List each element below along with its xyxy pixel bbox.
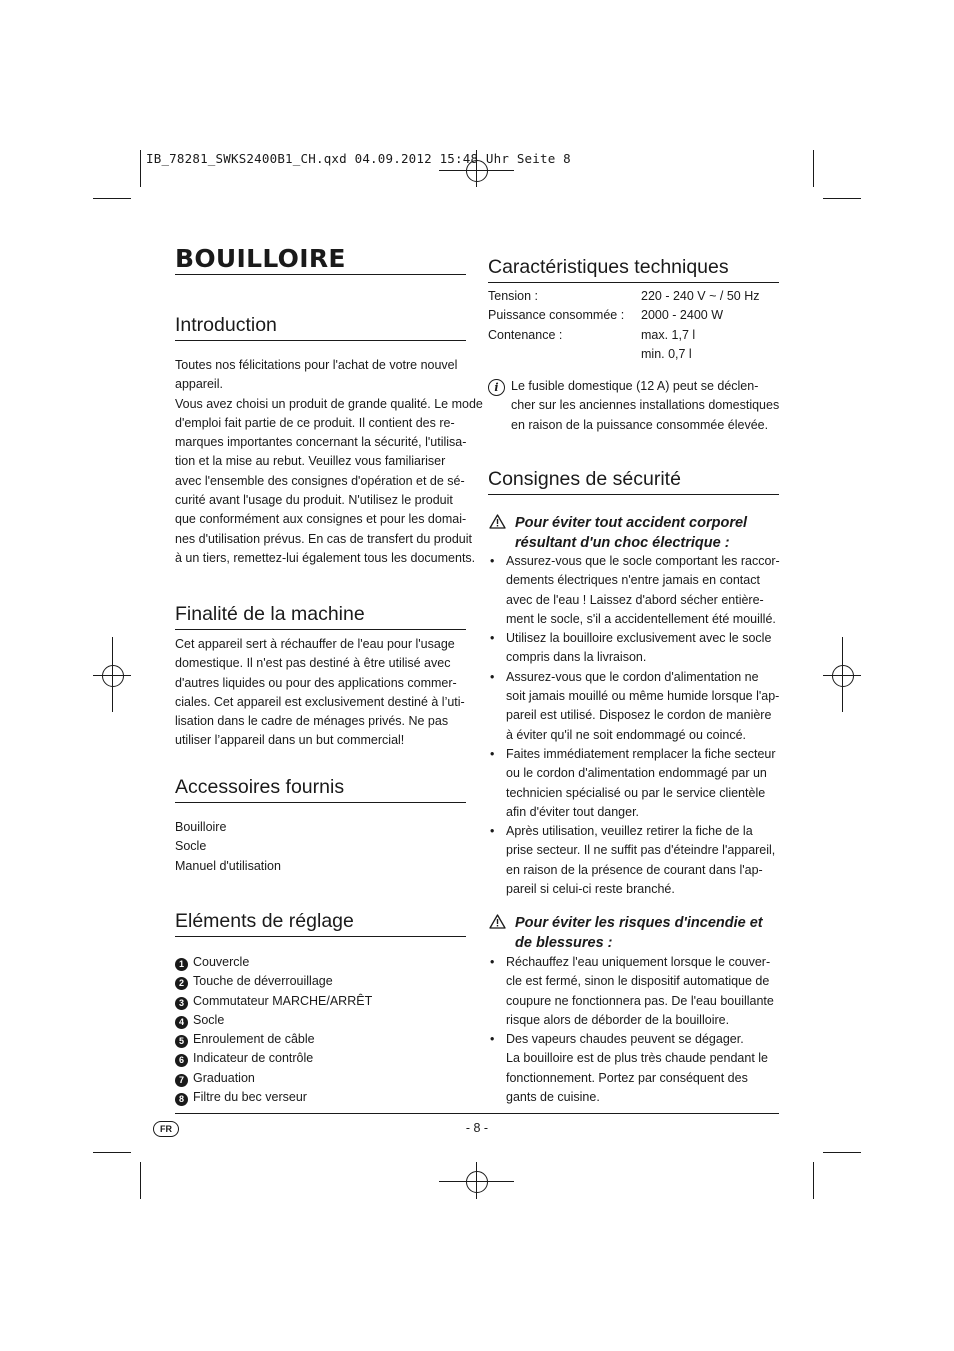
text-line: afin d'éviter tout danger. <box>506 804 640 819</box>
list-item <box>488 1030 779 1107</box>
item-label: Touche de déverrouillage <box>193 974 333 989</box>
text-line: pareil si celui-ci reste branché. <box>506 882 675 897</box>
list-item <box>175 953 372 972</box>
text-line: nes d'utilisation prévus. En cas de transfert du produit <box>175 531 472 546</box>
heading-consignes: Consignes de sécurité <box>488 467 779 495</box>
text-line: Cet appareil sert à réchauffer de l'eau pour l'usage <box>175 637 455 651</box>
text-line: pareil est utilisé. Disposez le cordon de manière <box>506 708 772 723</box>
list-item <box>488 745 779 822</box>
text-line: Toutes nos félicitations pour l'achat de votre nouvel <box>175 358 458 372</box>
heading-caracteristiques: Caractéristiques techniques <box>488 255 779 283</box>
text-line: soit jamais mouillé ou même humide lorsque l'ap- <box>506 689 780 704</box>
heading-accessoires: Accessoires fournis <box>175 775 466 803</box>
language-badge: FR <box>153 1121 179 1137</box>
text-line: ciales. Cet appareil est exclusivement destiné à l’uti- <box>175 694 465 709</box>
number-badge: 4 <box>175 1016 188 1029</box>
text-line: compris dans la livraison. <box>506 650 647 665</box>
text-line: risque alors de déborder de la bouilloire. <box>506 1012 730 1027</box>
item-label: Socle <box>193 1012 225 1027</box>
text-line: que conformément aux consignes et pour les domai- <box>175 512 467 527</box>
list-item: Socle <box>175 839 207 854</box>
text-line: • Assurez-vous que le cordon d'alimentation ne <box>506 669 759 684</box>
spec-value: 220 - 240 V ~ / 50 Hz <box>641 289 760 303</box>
text-line: Pour éviter les risques d'incendie et <box>515 915 763 931</box>
item-label: Graduation <box>193 1070 255 1085</box>
accessories-list <box>175 818 281 876</box>
spec-label <box>488 347 641 366</box>
info-text <box>511 377 779 435</box>
list-item <box>175 1030 372 1049</box>
page-number: - 8 - <box>465 1121 489 1135</box>
text-line: appareil. <box>175 377 223 392</box>
list-item <box>488 953 779 1030</box>
number-badge: 6 <box>175 1054 188 1067</box>
text-line: coupure ne fonctionnera pas. De l'eau bouillante <box>506 993 774 1008</box>
text-line: curité avant l'usage du produit. N'utilisez le produit <box>175 493 453 508</box>
item-label: Filtre du bec verseur <box>193 1090 307 1105</box>
text-line: résultant d'un choc électrique : <box>515 535 730 551</box>
number-badge: 3 <box>175 997 188 1010</box>
spec-value: max. 1,7 l <box>641 327 696 342</box>
warning-electric-list <box>488 552 779 899</box>
text-line: d'emploi fait partie de ce produit. Il contient des re- <box>175 415 455 430</box>
text-line: marques importantes concernant la sécurité, l'utilisa- <box>175 435 467 450</box>
text-line: • Des vapeurs chaudes peuvent se dégager. <box>506 1032 744 1047</box>
footer-rule <box>175 1113 779 1114</box>
text-line: technicien spécialisé ou par le service clientèle <box>506 785 766 800</box>
warning-icon <box>489 914 506 929</box>
controls-list <box>175 953 372 1107</box>
table-row <box>488 289 759 308</box>
introduction-text <box>175 356 483 568</box>
text-line: • Faites immédiatement remplacer la fiche secteur <box>506 746 776 761</box>
text-line: gants de cuisine. <box>506 1090 600 1105</box>
text-line: • Après utilisation, veuillez retirer la fiche de la <box>506 824 753 839</box>
text-line: d'autres liquides ou pour des applications commer- <box>175 675 457 690</box>
spec-value: 2000 - 2400 W <box>641 308 723 323</box>
text-line: ment le socle, s'il a accidentellement été mouillé. <box>506 611 776 626</box>
text-line: prise secteur. Il ne suffit pas d'éteindre l'appareil, <box>506 843 776 858</box>
text-line: Pour éviter tout accident corporel <box>515 515 748 531</box>
heading-elements: Eléments de réglage <box>175 909 466 937</box>
warning-fire-list <box>488 953 779 1107</box>
text-line: de blessures : <box>515 935 613 951</box>
text-line: en raison de la puissance consommée élevée. <box>511 417 769 432</box>
table-row <box>488 308 759 327</box>
spec-value: min. 0,7 l <box>641 346 692 361</box>
text-line: en raison de la présence de courant dans l'ap- <box>506 862 763 877</box>
text-line: à un tiers, remettez-lui également tous les documents. <box>175 550 476 565</box>
list-item <box>175 1049 372 1068</box>
text-line: fonctionnement. Portez par conséquent des <box>506 1070 748 1085</box>
list-item <box>175 1069 372 1088</box>
number-badge: 2 <box>175 977 188 990</box>
table-row <box>488 347 759 366</box>
table-row <box>488 328 759 347</box>
heading-finalite: Finalité de la machine <box>175 602 466 630</box>
heading-introduction: Introduction <box>175 313 466 341</box>
text-line: • Utilisez la bouilloire exclusivement avec le socle <box>506 631 772 646</box>
text-line: • Réchauffez l'eau uniquement lorsque le couver- <box>506 955 771 969</box>
number-badge: 1 <box>175 958 188 971</box>
specs-table <box>488 289 759 366</box>
text-line: ou le cordon d'alimentation endommagé par un <box>506 766 767 781</box>
text-line: cher sur les anciennes installations domestiques <box>511 398 780 413</box>
list-item <box>175 1088 372 1107</box>
list-item <box>488 668 779 745</box>
spec-label: Contenance : <box>488 327 563 342</box>
list-item <box>175 1011 372 1030</box>
text-line: dements électriques n'entre jamais en contact <box>506 573 760 588</box>
finalite-text <box>175 635 466 751</box>
list-item <box>488 552 779 629</box>
info-icon: i <box>488 379 505 396</box>
text-line: avec de l'eau ! Laissez d'abord sécher entière- <box>506 592 764 607</box>
text-line: lisation dans le cadre de ménages privés. Ne pas <box>175 714 449 729</box>
item-label: Enroulement de câble <box>193 1032 315 1047</box>
spec-label: Tension : <box>488 289 539 303</box>
item-label: Indicateur de contrôle <box>193 1051 314 1066</box>
text-line: cle est fermé, sinon le dispositif automatique de <box>506 974 770 989</box>
list-item <box>175 972 372 991</box>
slug-line: IB_78281_SWKS2400B1_CH.qxd 04.09.2012 15:48 Uhr Seite 8 <box>146 151 571 166</box>
spec-label: Puissance consommée : <box>488 308 625 323</box>
text-line: Vous avez choisi un produit de grande qualité. Le mode <box>175 396 483 411</box>
list-item <box>175 992 372 1011</box>
text-line: à éviter qu'il ne soit endommagé ou coincé. <box>506 727 747 742</box>
item-label: Couvercle <box>193 955 250 969</box>
text-line: Le fusible domestique (12 A) peut se déclen- <box>511 379 759 393</box>
text-line: utiliser l’appareil dans un but commercial! <box>175 733 405 748</box>
page-title: BOUILLOIRE <box>175 244 466 275</box>
number-badge: 8 <box>175 1093 188 1106</box>
item-label: Commutateur MARCHE/ARRÊT <box>193 993 373 1008</box>
text-line: avec l'ensemble des consignes d'opération et de sé- <box>175 473 465 488</box>
text-line: • Assurez-vous que le socle comportant les raccor- <box>506 554 780 568</box>
warning-icon <box>489 514 506 529</box>
number-badge: 7 <box>175 1074 188 1087</box>
text-line: tion et la mise au rebut. Veuillez vous familiariser <box>175 454 446 469</box>
number-badge: 5 <box>175 1035 188 1048</box>
list-item <box>488 822 779 899</box>
text-line: La bouilloire est de plus très chaude pendant le <box>506 1051 768 1066</box>
list-item: Bouilloire <box>175 820 227 834</box>
list-item: Manuel d'utilisation <box>175 858 281 873</box>
list-item <box>488 629 779 668</box>
text-line: domestique. Il n'est pas destiné à être utilisé avec <box>175 656 451 671</box>
